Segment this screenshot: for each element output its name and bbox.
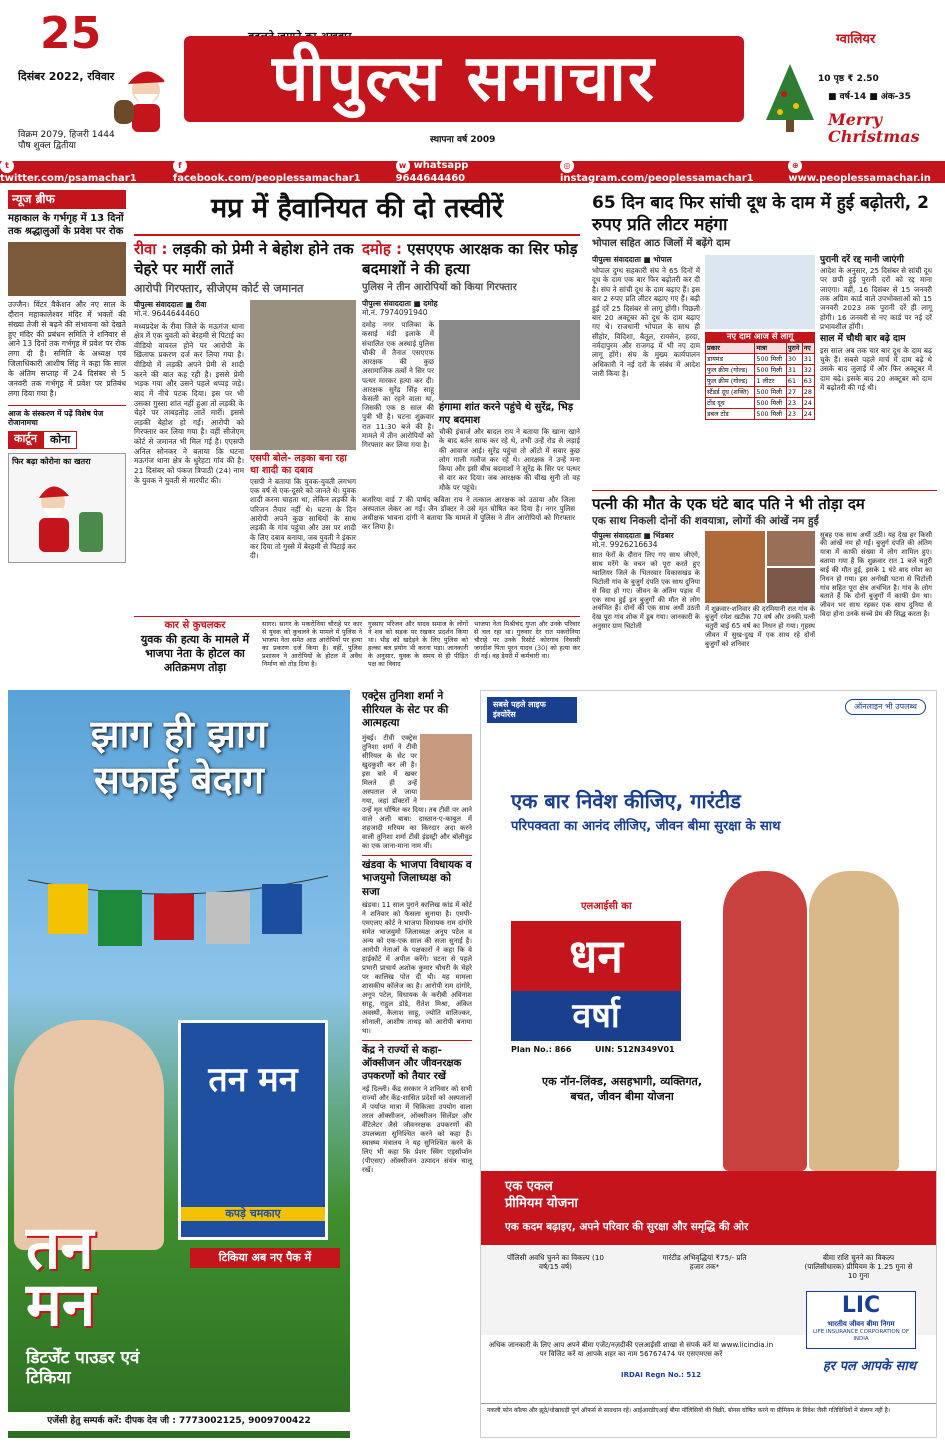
damoh-body-1: दमोह नगर पालिका के कसाई मंडी इलाके में संचालित एक अस्थाई पुलिस चौकी में तैनात एसएएफ आरक्षक की कुछ असामाजिक तत्वों ने सिर पर पत्थर मारकर हत्या कर दी। आरक्षक सुरेंद्र सिंह साहू केसली का रहने वाला था, जिसकी एक 8 साल की पुत्री भी है। घटना शुक्रवार रात 11:30 बजे की है। मामले में तीन आरोपियों को गिरफ्तार कर लिया गया है। xyxy=(362,320,434,450)
milk-table-col-header: पुराने xyxy=(786,343,802,354)
mp-banner-headline: मप्र में हैवानियत की दो तस्वीरें xyxy=(210,193,504,224)
damoh-story xyxy=(362,240,580,612)
couple-body-1: सात फेरों के दौरान लिए गए साथ जीएंगे, साथ मरेंगे के वचन को पूरा करते हुए ग्वालियर जिले के भितरवार विकासखंड के चिटोली गांव के बुजुर्ग दंपति एक साथ दुनिया से विदा हो गए। जीवन के अंतिम पड़ाव में एक साथ हुई इन बुजुर्गों की मौत से लोग अचंभित हैं। दोनों की एक साथ अर्थी उठती देख पूरा गांव शोक में डूब गया। जानकारी के अनुसार ग्राम चिटोली xyxy=(592,551,700,630)
milk-table-cell: 31 xyxy=(802,354,814,365)
milk-table-cell: 28 xyxy=(802,387,814,398)
milk-table-row xyxy=(706,387,815,398)
reeva-body: मध्यप्रदेश के रीवा जिले के मऊगंज थाना क्षेत्र में एक युवती को बेरहमी से पिटाई का वीडियो वायरल होने पर आरोपी के खिलाफ प्रकरण दर्ज कर लिया गया है। वीडियो में लड़की अपने प्रेमी से शादी करने की बात कह रही है। इससे प्रेमी भड़क गया और उसने पहले थप्पड़ जड़े। बाद में नीचे पटक दिया। इस पर भी उसका गुस्सा शांत नहीं हुआ तो लड़की के चेहरे पर ताबड़तोड़ लातें मारीं। इससे लड़की बेहोश हो गई। आरोपी को गिरफ्तार कर लिया गया है। वहीं सीजेएम कोर्ट से जमानत भी मिल गई है। एएसपी अनिल सोनकर ने बताया कि घटना मऊगंज थाना क्षेत्र के धुरेहटा गांव की है। 21 दिसंबर को पंकज त्रिपाठी (24) नाम के युवक ने युवती से मारपीट की। xyxy=(134,321,244,485)
bjp-body-2: गुस्साए परिजन और यादव समाज के लोगों ने शव को सड़क पर रखकर प्रदर्शन किया था। भीड़ को खदेड़ने के लिए पुलिस को हल्का बल प्रयोग भी करना पड़ा। जानकारी के अनुसार, युवक के समय से ही पीड़ित पक्ष का विवाद xyxy=(368,620,468,668)
tunisha-headline: एक्ट्रेस तुनिशा शर्मा ने सीरियल के सेट पर की आत्महत्या xyxy=(362,690,449,730)
detergent-brand xyxy=(26,1213,96,1340)
milk-table-cell: 500 मिली xyxy=(755,409,787,420)
couple-byline: पीपुल्स संवाददाता ■ भिंडबार xyxy=(592,530,674,540)
date-line: दिसंबर 2022, रविवार xyxy=(18,70,115,83)
pack-tag: कपड़े चमकाए xyxy=(181,1207,325,1221)
milk-table-cell: 500 मिली xyxy=(755,365,787,376)
plan-uin: UIN: 512N349V01 xyxy=(595,1045,675,1054)
social-text: instagram.com/peoplessamachar1 xyxy=(559,172,754,184)
milk-table-cell: टोंड दूध xyxy=(706,398,755,409)
social-bar xyxy=(0,161,945,183)
damoh-phone: मो.नं. 7974091940 xyxy=(362,307,428,317)
christmas-tree-icon xyxy=(760,60,820,140)
cartoon-header xyxy=(8,431,126,449)
couple-phone: मो.नं. 9926216634 xyxy=(592,540,658,549)
brief-body: उज्जैन। विंटर वैकेशन और नए साल के दौरान महाकालेश्वर मंदिर में भक्तों की संख्या तेजी से बढ़ने की संभावना को देखते हुए मंदिर की प्रबंधन समिति ने शनिवार से आने 13 दिनों तक गर्भगृह में प्रवेश पर रोक लगा दी है। समिति के अध्यक्ष एवं जिलाधिकारी आशीष सिंह ने कहा कि साल के अंतिम सप्ताह में 24 दिसंबर से 5 जनवरी तक गर्भगृह में प्रवेश पर प्रतिबंध लगा दिया गया है। xyxy=(8,300,126,398)
milk-table-row xyxy=(706,376,815,387)
founded-year: स्थापना वर्ष 2009 xyxy=(430,135,496,145)
reeva-photo xyxy=(250,300,356,450)
tithi-line: पौष शुक्ल द्वितीया xyxy=(18,141,77,152)
khandwa-headline: खंडवा के भाजपा विधायक व भाजयुमो जिलाध्यक्ष को सजा xyxy=(362,858,472,898)
milk-table-cell: 63 xyxy=(802,376,814,387)
detergent-pack xyxy=(178,1020,328,1240)
damoh-headline-text: एसएएफ आरक्षक का सिर फोड़ बदमाशों ने की हत्या xyxy=(362,240,578,278)
milk-side-body-2: इस साल अब तक चार बार दूध के दाम बढ़ चुके हैं। सबसे पहले मार्च में दाम बढ़े थे उसके बाद जुलाई में और फिर अक्टूबर में दाम बढ़े। इसके बाद 20 अक्टूबर को दाम में बढ़ोतरी की गई थी। xyxy=(820,345,932,393)
middle-news-column xyxy=(362,690,472,1438)
damoh-body-2: बजरिया वार्ड 7 की पार्षद कविता राय ने तत्काल आरक्षक को उठाया और जिला अस्पताल लेकर आ गईं। जैन डॉक्टर ने उसे मृत घोषित कर दिया है। नगर पुलिस अधीक्षक भावना दांगी ने बताया कि मामले में पुलिस ने तीन आरोपियों को गिरफ्तार कर लिया है। xyxy=(362,494,575,532)
new-pack-badge: टिकिया अब नए पैक में xyxy=(190,1248,340,1268)
bjp-body-3: भाजपा नेता मिश्रीचंद गुप्ता और उनके परिवार से चल रहा था। गुरुवार देर रात मकरोनिया चौराहे पर उनके रिसोर्ट कोरगांव निवासी जगदीश पिता पूरन यादव (30) को हत्या कर दी गई। वह डेयरी में कर्मचारी था। xyxy=(474,620,580,660)
vikram-date xyxy=(18,130,115,153)
reeva-story xyxy=(134,240,356,612)
lic-logo xyxy=(806,1291,916,1349)
detergent-ad[interactable] xyxy=(8,690,350,1438)
milk-side-headline: पुरानी दरें रद्द मानी जाएंगी xyxy=(820,254,904,265)
milk-table-cell: डबल टोंड xyxy=(706,409,755,420)
milk-table-col-header: मात्रा xyxy=(755,343,787,354)
lic-name-hindi: भारतीय जीवन बीमा निगम xyxy=(827,1320,895,1328)
milk-byline: पीपुल्स संवाददाता ■ भोपाल xyxy=(592,254,672,264)
lic-online-badge: ऑनलाइन भी उपलब्ध xyxy=(845,699,926,715)
milk-side-body: आदेश के अनुसार, 25 दिसंबर से सांची दूध पर छपी हुई पुरानी दरों को रद्द माना जाएगा। वहीं, 16 दिसंबर से 15 जनवरी तक अग्रिम कार्ड वाले उपभोक्ताओं को 15 जनवरी 2023 तक पुरानी दरें ही लागू होंगी। 16 जनवरी से नए कार्ड पर नई दरें प्रभावशील होंगी। xyxy=(820,265,932,332)
damoh-subhead: पुलिस ने तीन आरोपियों को किया गिरफ्तार xyxy=(362,282,517,293)
brief-label: न्यूज ब्रीफ xyxy=(8,190,126,209)
khandwa-body: खंडवा। 11 साल पुराने कालिख कांड में कोर्ट ने शनिवार को फैसला सुनाया है। एमपी-एमएलए कोर्ट ने भाजपा विधायक राम दांगोरे समेत भाजयुमो जिलाध्यक्ष अनूप पटेल व अन्य को एक-एक साल की सजा सुनाई है। आरोपी नेताओं के पक्षकारों ने कहा कि वे हाईकोर्ट में अपील करेंगे। घटना से पहले प्रभारी प्राचार्य अशोक कुमार चौधरी के चेहरे पर कालिख पोत दी थी। यह मामला शासकीय कॉलेज का है। आरोपी राम दांगोरे, अनूप पटेल, विधायक के करीबी अविनाश साहू, राहुल डोडे, रीतेश मिश्रा, अंकित अवस्थी, कैलाश साहू, ज्योति वालिज्कर, सोनाली, आशीष ताथड़ को आरोपी बनाया था। xyxy=(362,901,472,1035)
milk-table-cell: 61 xyxy=(786,376,802,387)
social-whatsapp-link[interactable] xyxy=(396,159,538,186)
milk-table-cell: 30 xyxy=(786,354,802,365)
social-website-link[interactable] xyxy=(788,159,945,186)
social-text: facebook.com/peoplessamachar1 xyxy=(172,172,361,184)
lic-top-left: सबसे पहले लाइफ इंश्योरेंस xyxy=(487,697,577,723)
single-premium-1: एक एकल xyxy=(505,1179,553,1194)
damoh-photo-headline: हंगामा शांत करने पहुंचे थे सुरेंद्र, भिड़ गए बदमाश xyxy=(439,402,574,426)
milk-table-cell: 31 xyxy=(786,365,802,376)
rule xyxy=(134,234,580,236)
clothesline-icon xyxy=(28,870,328,960)
couple-body-3: सुबह एक साथ अर्थी उठी। यह देख हर किसी की आंखें नम हो गईं। बुजुर्ग दंपति की अंतिम यात्रा में काफी संख्या में लोग शामिल हुए। बताया गया है कि शुक्रवार रात 1 बजे चतुरी बाई की मौत हुई, इसके 1 घंटे बाद रमेश का निधन हो गया। इस अनोखी घटना से चिटोली गांव सहित पूरा क्षेत्र अचंभित है। गांव के लोग बताते हैं कि दोनों बुजुर्गों में काफी प्रेम था। जीवन भर साथ रहकर एक साथ दुनिया से विदा होना उनके सच्चे प्रेम की सिद्ध करता है। xyxy=(820,530,932,619)
wife-photo xyxy=(767,568,815,603)
tunisha-photo xyxy=(420,734,472,800)
logo-main-text: धन xyxy=(511,921,681,991)
social-text: whatsapp 9644644460 xyxy=(395,159,469,184)
single-premium-band xyxy=(481,1171,937,1245)
reeva-phone: मो.नं. 9644644460 xyxy=(134,309,200,319)
funeral-photo xyxy=(705,531,765,603)
dhan-varsha-logo xyxy=(511,901,681,1061)
detergent-headline-2: सफाई बेदाग xyxy=(94,757,264,802)
lic-irdai: IRDAI Regn No.: 512 xyxy=(621,1371,702,1379)
cartoon-santa-icon xyxy=(19,472,115,560)
whatsapp-icon: w xyxy=(396,159,410,173)
lic-ad[interactable] xyxy=(480,690,937,1438)
pack-brand-text: तन मन xyxy=(208,1060,298,1100)
milk-subhead: भोपाल सहित आठ जिलों में बढ़ेंगे दाम xyxy=(592,238,731,250)
social-twitter-link[interactable] xyxy=(0,159,151,186)
lic-fine-print: नकली फोन कॉल्स और झूठे/धोखाधड़ी पूर्ण ऑफर्स से सावधान रहें। आईआरडीएआई बीमा पॉलिसियों की बिक्री, बोनस घोषित करने या प्रीमियम के निवेश जैसी गतिविधियों में संलग्न नहीं है। xyxy=(481,1403,937,1438)
milk-table-cell: 27 xyxy=(786,387,802,398)
facebook-icon: f xyxy=(173,159,187,173)
couple-body-2: में शुक्रवार-शनिवार की दरमियानी रात गांव के बुजुर्ग रमेश खटीक 70 वर्ष और उनकी पत्नी चतुरी बाई 65 वर्ष का निधन हो गया। गृहस्थ जीवन में सुख-दुख में एक साथ रहे दोनों बुजुर्गों को शनिवार xyxy=(705,604,815,648)
husband-photo xyxy=(767,531,815,566)
reeva-headline xyxy=(134,240,356,279)
milk-price-table xyxy=(705,342,815,420)
reeva-byline: पीपुल्स संवाददाता ■ रीवा xyxy=(134,299,207,309)
detergent-headline-1: झाग ही झाग xyxy=(90,712,268,756)
rule xyxy=(592,490,937,491)
milk-table-row xyxy=(706,409,815,420)
logo-sub-text: वर्षा xyxy=(511,991,681,1041)
twitter-icon: t xyxy=(0,159,14,173)
milk-packets-photo xyxy=(705,255,815,329)
detergent-contact: एजेंसी हेतु सम्पर्क करें: दीपक देव जी : 7773002125, 9009700422 xyxy=(8,1412,350,1431)
lic-tagline: एक कदम बढ़ाइए, अपने परिवार की सुरक्षा और समृद्धि की ओर xyxy=(505,1221,749,1233)
reeva-photo-body: एसपी ने बताया कि युवक-युवती लगभग एक वर्ष से एक-दूसरे को जानते थे। युवक शादी करना चाहता था, लेकिन लड़की के परिजन तैयार नहीं थे। घटना के दिन आरोपी अपने कुछ साथियों के साथ लड़की के गांव पहुंचा और उस पर शादी के लिए दबाव बनाया, जब युवती ने इंकार कर दिया तो गुस्से में बेरहमी से पिटाई कर दी। xyxy=(250,476,356,561)
tunisha-body: मुंबई। टीवी एक्ट्रेस तुनिशा शर्मा ने टीवी सीरियल के सेट पर खुदकुशी कर ली है। इस बारे में खबर मिलते ही उन्हें अस्पताल ले जाया गया, जहां डॉक्टरों ने उन्हें मृत घोषित कर दिया। तब टीवी पर आने वाले अली बाबा: दास्तान-ए-काबुल में शहजादी मरियम का किरदार अदा करने वाली तुनिशा शर्मा टीवी इंडस्ट्री और बॉलीवुड का एक जाना-माना नाम थीं। xyxy=(362,733,472,850)
globe-icon: ⊕ xyxy=(788,159,802,173)
oxygen-headline: केंद्र ने राज्यों से कहा- ऑक्सीजन और जीवनरक्षक उपकरणों को तैयार रखें xyxy=(362,1044,462,1082)
damoh-headline xyxy=(362,240,580,279)
milk-table-cell: 500 मिली xyxy=(755,387,787,398)
brand-word-2: मन xyxy=(26,1270,96,1340)
couple-story xyxy=(592,495,937,660)
brief-promo: आज के संस्करण में पढ़ें विशेष पेज रोजानामचा xyxy=(8,405,126,428)
milk-table-cell: 500 मिली xyxy=(755,354,787,365)
social-instagram-link[interactable] xyxy=(560,159,766,186)
milk-headline: 65 दिन बाद फिर सांची दूध के दाम में हुई बढ़ोतरी, 2 रुपए प्रति लीटर महंगा xyxy=(592,193,930,236)
lic-headline-1: एक बार निवेश कीजिए, गारंटीड xyxy=(511,789,741,813)
milk-table-cell: 32 xyxy=(802,365,814,376)
lic-plan-desc: एक नॉन-लिंक्ड, असहभागी, व्यक्तिगत, बचत, जीवन बीमा योजना xyxy=(542,1075,702,1103)
logo-top-text: एलआईसी का xyxy=(581,901,632,912)
brand-word-1: तन xyxy=(26,1213,94,1283)
lic-feature-2: गारंटीड अभिवृद्धियां ₹75/- प्रति हजार तक* xyxy=(662,1253,747,1271)
cartoon-label: कार्टून xyxy=(8,431,43,449)
lic-headline-2: परिपक्वता का आनंद लीजिए, जीवन बीमा सुरक्षा के साथ xyxy=(511,819,781,834)
oxygen-body: नई दिल्ली। केंद्र सरकार ने शनिवार को सभी राज्यों और केंद्र-शासित प्रदेशों को अस्पतालों में पर्याप्त मात्रा में चिकित्सा उपयोग वाला तरल ऑक्सीजन, ऑक्सीजन सिलेंडर और वेंटिलेटर जैसे जीवनरक्षक उपकरणों की उपलब्धता सुनिश्चित करने को कहा है। स्वास्थ्य मंत्रालय ने यह सुनिश्चित करने के लिए भी कहा कि प्रेशर स्विंग एड्सॉर्प्शन (पीएसए) ऑक्सीजन उत्पादन संयंत्र चालू रखें। xyxy=(362,1084,472,1174)
masthead xyxy=(0,0,945,160)
milk-table-title: नए दाम आज से लागू xyxy=(705,332,815,343)
milk-table-row xyxy=(706,398,815,409)
single-premium-text xyxy=(505,1179,578,1213)
date-number: 25 xyxy=(40,8,102,59)
corner-label: कोना xyxy=(43,431,77,449)
damoh-place: दमोह : xyxy=(362,240,403,258)
damoh-photo xyxy=(439,320,580,400)
lic-feature-3: बीमा राशि चुनने का विकल्प (पालिसीधारक) प्रीमियम के 1.25 गुना से 10 गुना xyxy=(804,1253,913,1280)
reeva-subhead: आरोपी गिरफ्तार, सीजेएम कोर्ट से जमानत xyxy=(134,282,304,295)
milk-table-header xyxy=(706,343,815,354)
milk-table-row xyxy=(706,365,815,376)
santa-icon xyxy=(110,60,180,140)
bjp-kicker: कार से कुचलकर xyxy=(164,620,226,631)
milk-table-cell: डायमंड xyxy=(706,354,755,365)
brief-headline: महाकाल के गर्भगृह में 13 दिनों तक श्रद्धालुओं के प्रवेश पर रोक xyxy=(8,213,124,237)
milk-side-headline-2: साल में चौथी बार बढ़े दाम xyxy=(820,334,906,345)
milk-table-row xyxy=(706,354,815,365)
brand-logo: पीपुल्स समाचार xyxy=(184,36,744,122)
couple-subhead: एक साथ निकली दोनों की शवयात्रा, लोगों की आंखें नम हुईं xyxy=(592,514,819,527)
social-text: twitter.com/psamachar1 xyxy=(0,172,137,184)
milk-story xyxy=(592,192,937,502)
lic-feature-1: पॉलिसी अवधि चुनने का विकल्प (10 वर्ष/15 वर्ष) xyxy=(506,1253,604,1271)
vikram-line: विक्रम 2079, हिजरी 1444 xyxy=(18,130,115,140)
price-info: 10 पृष्ठ ₹ 2.50 xyxy=(818,74,879,84)
merry-christmas-text: Merry Christmas xyxy=(828,110,920,146)
milk-table-cell: 24 xyxy=(802,409,814,420)
single-premium-2: प्रीमियम योजना xyxy=(505,1195,578,1211)
plan-no: Plan No.: 866 xyxy=(511,1045,572,1054)
milk-table-cell: 23 xyxy=(786,409,802,420)
mahakal-photo xyxy=(8,242,126,296)
lic-slogan: हर पल आपके साथ xyxy=(822,1359,916,1374)
milk-table-cell: फुल क्रीम (गोल्ड) xyxy=(706,376,755,387)
lic-logo-text: LIC xyxy=(841,1293,881,1318)
milk-table-cell: 24 xyxy=(802,398,814,409)
milk-table-cell: 1 लीटर xyxy=(755,376,787,387)
milk-table-cell: 500 मिली xyxy=(755,398,787,409)
damoh-photo-body: चौकी इंचार्ज और बादल राय ने बताया कि खाना खाने के बाद बर्तन साफ कर रहे थे, तभी उन्हें रोड से लड़ाई की आवाज आई। सुरेंद्र पहुंचा तो ऑटो में सवार कुछ लोग गाली गलौज कर रहे थे। आरक्षक ने उन्हें मना किया और इसी बीच बदमाशों ने सुरेंद्र के सिर पर पत्थर से वार कर दिया। जब आरक्षक की चीख सुनी तो वह मौके पर पहुंचे। xyxy=(439,427,580,492)
detergent-product: डिटर्जेंट पाउडर एवं टिकिया xyxy=(26,1348,140,1389)
lic-contact: अधिक जानकारी के लिए आप अपने बीमा एजेंट/नज़दीकी एलआईसी शाखा से संपर्क करें या www.licindia.in पर विजिट करें या आपके शहर का नाम 56767474 पर एसएमएस करें xyxy=(488,1341,774,1358)
bjp-body-1: सागर। सागर के मकरोनिया चौराहे पर कार से युवक को कुचलने के मामले में पुलिस ने भाजपा नेता समेत आठ आरोपियों पर हत्या का प्रकरण दर्ज किया है। वहीं, पुलिस प्रशासन ने आरोपियों के होटल में अवैध निर्माण को तोड़ दिया है। xyxy=(262,620,362,668)
bjp-hotel-story xyxy=(134,620,580,675)
milk-table-cell: 23 xyxy=(786,398,802,409)
edition-city: ग्वालियर xyxy=(836,32,876,47)
reeva-place: रीवा : xyxy=(134,240,168,258)
damoh-byline: पीपुल्स संवाददाता ■ दमोह xyxy=(362,298,438,308)
reeva-photo-headline: एसपी बोले- लड़का बना रहा था शादी का दबाव xyxy=(250,452,347,476)
couple-headline: पत्नी की मौत के एक घंटे बाद पति ने भी तोड़ा दम xyxy=(592,495,865,513)
milk-table-col-header: नए xyxy=(802,343,814,354)
instagram-icon: ◎ xyxy=(560,159,574,173)
lic-name-en: LIFE INSURANCE CORPORATION OF INDIA xyxy=(812,1328,910,1342)
rule xyxy=(134,616,580,617)
cartoon-panel xyxy=(8,453,126,563)
detergent-headline xyxy=(8,712,350,803)
social-text: www.peoplessamachar.in xyxy=(788,172,931,184)
volume-info: ■ वर्ष-14 ■ अंक-35 xyxy=(828,92,911,102)
milk-body: भोपाल दुग्ध सहकारी संघ ने 65 दिनों में दूध के दाम एक बार फिर बढ़ोतरी कर दी है। संघ ने सांची दूध के दाम बढ़ाए हैं। इस बार 2 रुपए प्रति लीटर बढ़ाए गए हैं। बढ़ी हुई दरें 25 दिसंबर से लागू होंगी। पिछली बार 20 अक्टूबर को दूध के दाम बढ़ाए गए थे। राजधानी भोपाल के साथ ही सीहोर, विदिशा, बैतूल, रायसेन, हरदा, नर्मदापुरम और राजगढ़ में भी नए दाम लागू होंगे। संघ के मुख्य कार्यपालन अधिकारी ने नई दरों के संबंध में आदेश जारी किया है। xyxy=(592,266,700,379)
milk-table-cell: फुल क्रीम (गोल्ड) xyxy=(706,365,755,376)
reeva-headline-text: लड़की को प्रेमी ने बेहोश होने तक चेहरे पर मारीं लातें xyxy=(134,240,354,278)
social-facebook-link[interactable] xyxy=(173,159,374,186)
milk-table-col-header: प्रकार xyxy=(706,343,755,354)
news-brief-column xyxy=(8,190,126,660)
couple-photo xyxy=(713,871,913,1181)
bjp-headline: युवक की हत्या के मामले में भाजपा नेता के होटल का अतिक्रमण तोड़ा xyxy=(140,632,250,675)
cartoon-caption: फिर बढ़ा कोरोना का खतरा xyxy=(12,457,91,467)
milk-table-cell: स्टैंडर्ड दूध (शक्ति) xyxy=(706,387,755,398)
